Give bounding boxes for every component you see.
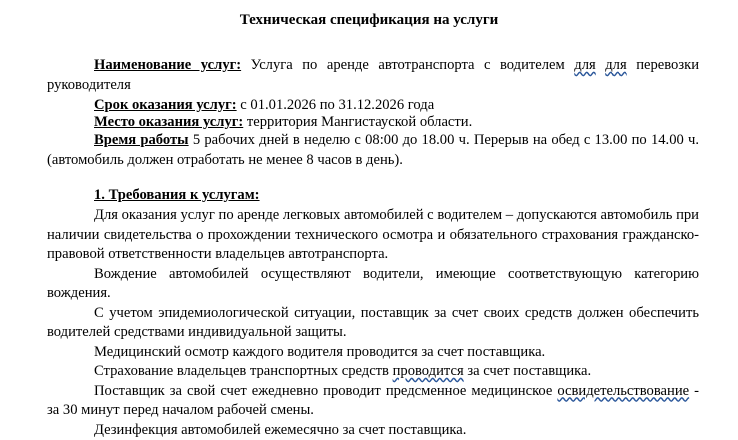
period-value: с 01.01.2026 по 31.12.2026 года bbox=[237, 97, 435, 113]
requirement-paragraph: Для оказания услуг по аренде легковых автомобилей с водителем – допускаются автомобиль при наличии свидетельства о прохождении технического осмотра и обязательного страхования гражданско-правовой ответственности владельцев автотранспорта. bbox=[47, 206, 699, 265]
repeated-word-flagged: для bbox=[574, 57, 595, 73]
requirement-paragraph: Медицинский осмотр каждого водителя проводится за счет поставщика. bbox=[47, 343, 699, 363]
text: Поставщик за свой счет ежедневно проводит предсменное медицинское bbox=[94, 383, 557, 399]
service-name-label: Наименование услуг: bbox=[94, 57, 241, 73]
repeated-word-flagged-2: для bbox=[605, 57, 626, 73]
flagged-word: проводится bbox=[393, 363, 464, 379]
place-label: Место оказания услуг: bbox=[94, 114, 243, 130]
service-name-text-end: перевозки руководителя bbox=[47, 57, 699, 93]
section-1-title: 1. Требования к услугам: bbox=[94, 186, 260, 206]
flagged-word: освидетельствование bbox=[557, 383, 689, 399]
requirement-paragraph: Вождение автомобилей осуществляют водители, имеющие соответствующую категорию вождения. bbox=[47, 265, 699, 304]
text: Страхование владельцев транспортных средств bbox=[94, 363, 393, 379]
document-title: Техническая спецификация на услуги bbox=[0, 11, 738, 31]
period-label: Срок оказания услуг: bbox=[94, 97, 237, 113]
requirement-paragraph: Дезинфекция автомобилей ежемесячно за счет поставщика. bbox=[47, 421, 699, 440]
hours-label: Время работы bbox=[94, 132, 189, 148]
service-name-text: Услуга по аренде автотранспорта с водителем bbox=[241, 57, 574, 73]
service-name-paragraph bbox=[47, 56, 699, 95]
requirement-paragraph bbox=[47, 362, 699, 382]
text: за счет поставщика. bbox=[464, 363, 591, 379]
text: - за 30 минут перед началом рабочей смены. bbox=[47, 383, 699, 419]
requirement-paragraph bbox=[47, 382, 699, 421]
hours-value: 5 рабочих дней в неделю с 08:00 до 18.00 ч. Перерыв на обед с 13.00 по 14.00 ч. (автомобиль должен отработать не менее 8 часов в день). bbox=[47, 132, 699, 168]
section-1-body bbox=[47, 206, 699, 440]
requirement-paragraph: С учетом эпидемиологической ситуации, поставщик за счет своих средств должен обеспечить водителей средствами индивидуальной защиты. bbox=[47, 304, 699, 343]
space bbox=[596, 57, 606, 73]
place-paragraph bbox=[47, 113, 699, 133]
hours-paragraph bbox=[47, 131, 699, 170]
place-value: территория Мангистауской области. bbox=[243, 114, 472, 130]
